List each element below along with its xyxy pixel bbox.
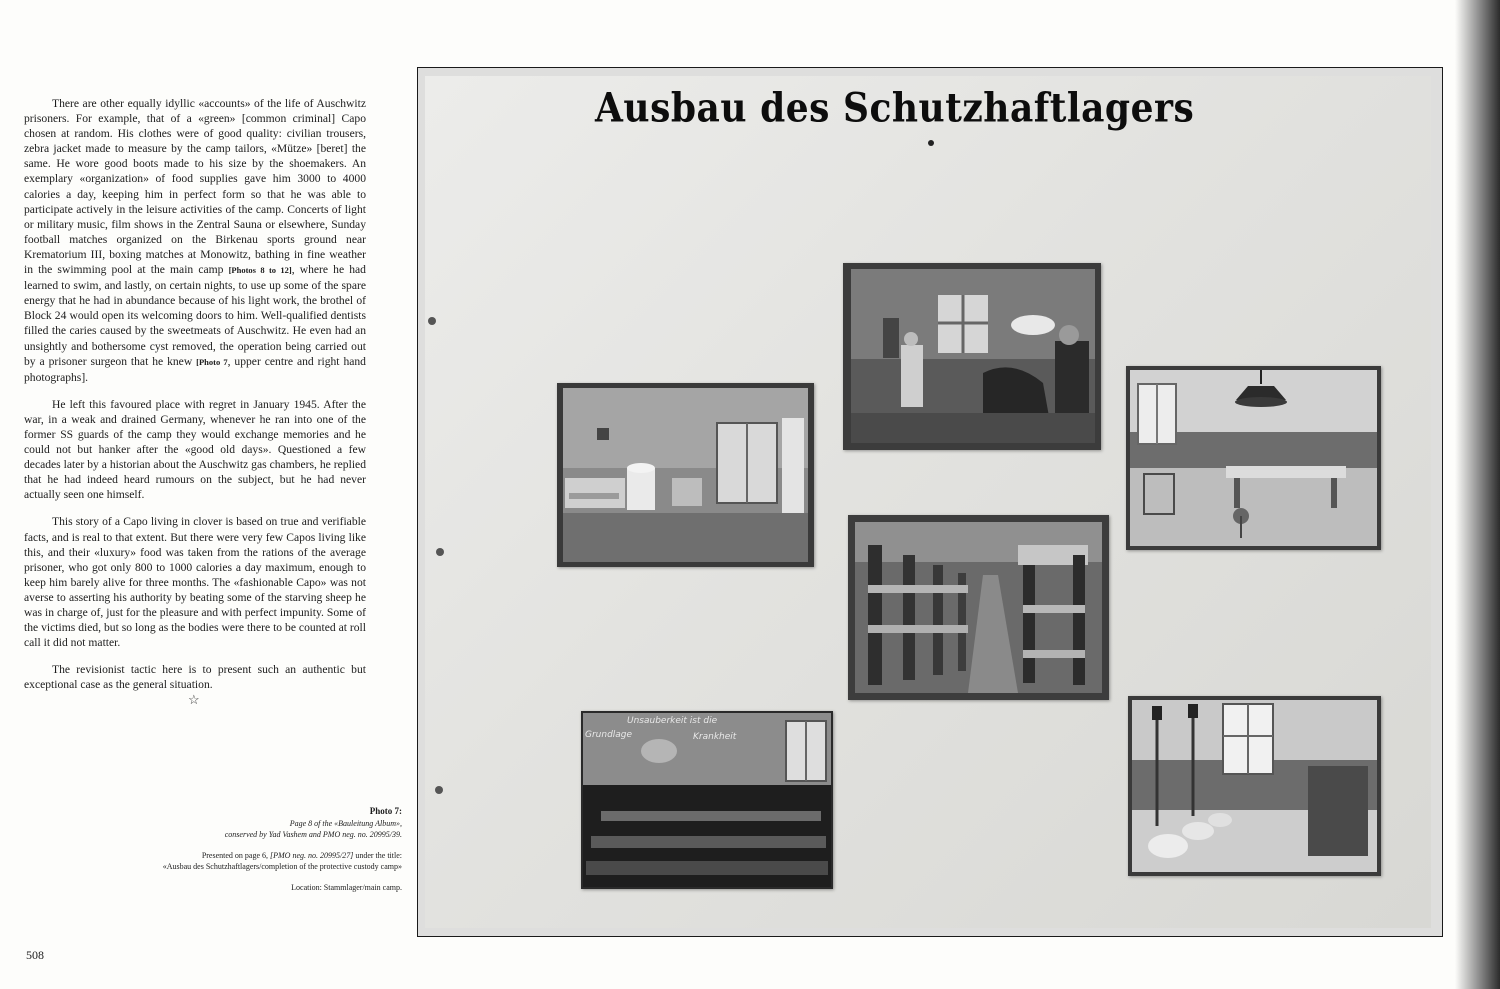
wall-slogan-line-1: Unsauberkeit ist die: [627, 716, 718, 726]
photo-operating-room: [1126, 366, 1381, 550]
caption-line-3: [60, 850, 402, 862]
book-spine-shadow: [1455, 0, 1500, 989]
caption-line-2: conserved by Yad Vashem and PMO neg. no. 20995/39.: [224, 830, 402, 839]
caption-line-1: Page 8 of the «Bauleitung Album»,: [289, 818, 402, 828]
paragraph-2: He left this favoured place with regret in January 1945. After the war, in a weak and drained Germany, whenever he ran into one of the former SS guards of the camp they would exchange memories and he could not but hanker after the «good old days». Questioned a few decades later by a historian about the Auschwitz gas chambers, he replied that he had indeed heard rumours on the subject, but he had never actually seen one himself.: [24, 397, 366, 502]
body-text-column: [24, 96, 366, 704]
title-mark: [928, 140, 934, 146]
caption-location: Location: Stammlager/main camp.: [291, 882, 402, 892]
paragraph-1-text-b: , where he had learned to swim, and lastly, on certain nights, to use up some of the spare energy that he had in abundance because of his light work, the brothel of Block 24 would open its welcoming doors to him. Well-qualified dentists filled the caries caused by the sweetmeats of Auschwitz. He even had an unsightly and bothersome cyst removed, the operation being carried out by a prisoner surgeon that he knew: [24, 263, 366, 368]
photo-caption: [60, 806, 402, 893]
pin-mark: [428, 317, 436, 325]
page-number: 508: [26, 948, 44, 962]
photo-bunk-dormitory: [848, 515, 1109, 700]
caption-line-3-suffix: under the title:: [353, 850, 402, 860]
pin-mark: [435, 786, 443, 794]
photo-ref-8-12: [Photos 8 to 12]: [228, 265, 292, 276]
wall-slogan-line-2: Grundlage: [585, 730, 633, 740]
photo-ref-7: [Photo 7: [196, 356, 228, 367]
photo-toilet-room: [1128, 696, 1381, 876]
photo-wash-trough-room: [581, 711, 833, 889]
paragraph-1: [24, 96, 366, 385]
caption-line-4: «Ausbau des Schutzhaftlagers/completion of the protective custody camp»: [162, 862, 402, 871]
paragraph-3: This story of a Capo living in clover is based on true and verifiable facts, and is real to that extent. But there were very few Capos living like this, and their «luxury» food was taken from the rations of the average prisoner, who got only 800 to 1000 calories a day maximum, enough to keep him barely alive for three months. The «fashionable Capo» was not averse to asserting his authority by beating some of the starving sheep he was in charge of, just for the pleasure and with perfect impunity. Some of the victims died, but so long as the bodies were there to be counted at roll call it did not matter.: [24, 515, 366, 650]
paragraph-4: The revisionist tactic here is to present such an authentic but exceptional case as the general situation.: [24, 663, 366, 692]
pin-mark: [436, 548, 444, 556]
paragraph-1-text-a: There are other equally idyllic «accounts» of the life of Auschwitz prisoners. For example, that of a «green» [common criminal] Capo chosen at random. His clothes were of good quality: civilian trousers, zebra jacket made to measure by the camp tailors, «Mütze» [beret] the same. He wore good boots made to his size by the shoemakers. An exemplary «organization» of food supplies gave him 3000 to 4000 calories a day, keeping him in perfect form so that he was able to participate actively in the leisure activities of the camp. Concerts of light or military music, film shows in the Zentral Sauna or elsewhere, Sunday football matches organized on the Birkenau sports ground near Krematorium III, boxing matches at Monowitz, bathing in fine weather in the swimming pool at the main camp: [24, 97, 366, 277]
album-title: Ausbau des Schutzhaftlagers: [595, 84, 1195, 132]
section-divider-star: ☆: [188, 692, 200, 707]
wall-slogan-line-3: Krankheit: [693, 732, 737, 742]
caption-line-3-prefix: Presented on page 6,: [201, 850, 271, 860]
caption-title: Photo 7:: [369, 806, 402, 816]
photo-washroom: [557, 383, 814, 567]
paragraph-1-text-c: , upper centre and right hand photographs].: [24, 354, 366, 384]
photo-dental-surgery: [843, 263, 1101, 450]
caption-line-3-ref: [PMO neg. no. 20995/27]: [270, 850, 354, 860]
